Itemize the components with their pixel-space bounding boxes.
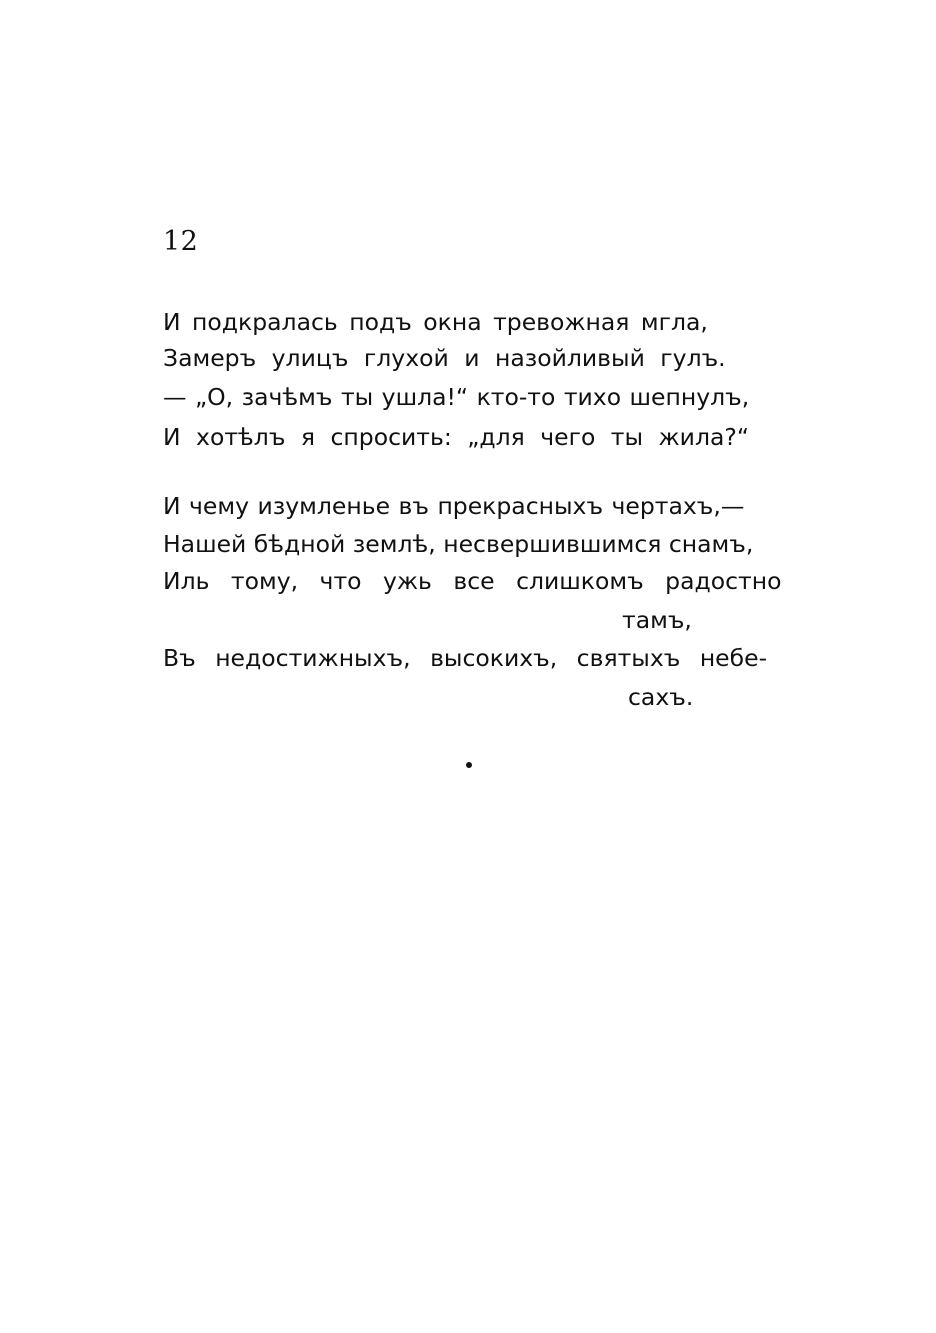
poem-line: Нашей бѣдной землѣ, несвершившимся снамъ, bbox=[163, 530, 754, 558]
poem-line: И хотѣлъ я спросить: „для чего ты жила?“ bbox=[163, 423, 750, 451]
poem-line: Въ недостижныхъ, высокихъ, святыхъ небе- bbox=[163, 644, 768, 672]
poem-line: И чему изумленье въ прекрасныхъ чертахъ,— bbox=[163, 492, 745, 520]
poem-line: Замеръ улицъ глухой и назойливый гулъ. bbox=[163, 344, 726, 372]
page-number: 12 bbox=[163, 226, 199, 257]
end-dot-ornament bbox=[466, 762, 472, 768]
poem-line-continuation: тамъ, bbox=[622, 606, 692, 634]
poem-line: Иль тому, что ужь все слишкомъ радостно bbox=[163, 567, 782, 595]
poem-line: И подкралась подъ окна тревожная мгла, bbox=[163, 308, 708, 336]
poem-line: — „О, зачѣмъ ты ушла!“ кто-то тихо шепнулъ, bbox=[163, 383, 750, 411]
poem-line-continuation: сахъ. bbox=[628, 683, 694, 711]
